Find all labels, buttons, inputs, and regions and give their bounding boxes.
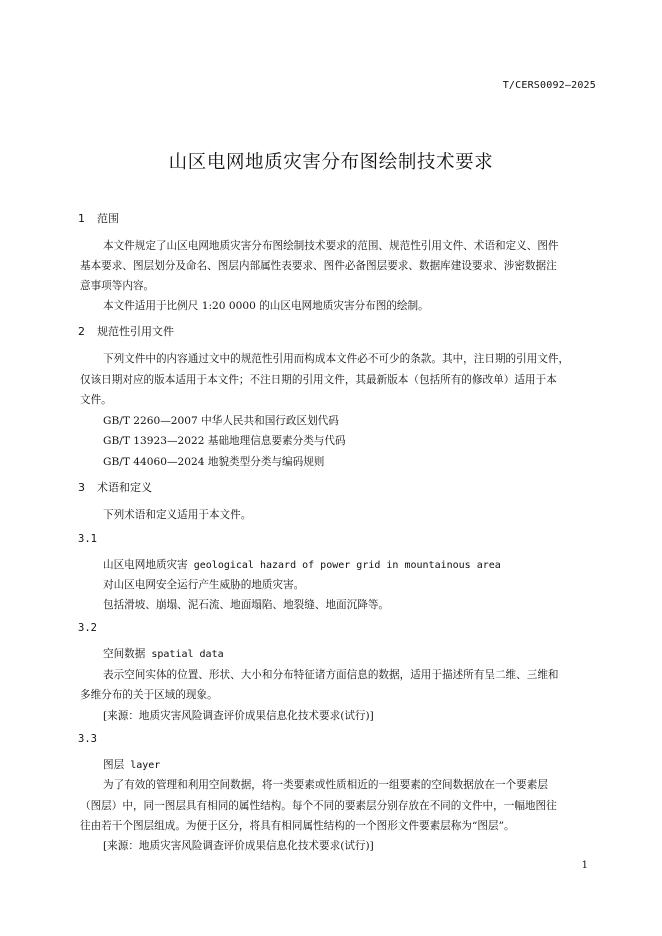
term-english: geological hazard of power grid in mountainous area — [193, 560, 501, 571]
term-definition: 为了有效的管理和利用空间数据，将一类要素或性质相近的一组要素的空间数据放在一个要素层 — [103, 779, 548, 791]
document-code: T/CERS0092—2025 — [502, 80, 596, 91]
term-heading — [103, 757, 160, 772]
document-title: 山区电网地质灾害分布图绘制技术要求 — [168, 152, 494, 173]
section-title: 范围 — [97, 212, 119, 225]
section-title: 术语和定义 — [97, 481, 152, 494]
term-english: spatial data — [151, 649, 224, 660]
term-note: 包括滑坡、崩塌、泥石流、地面塌陷、地裂缝、地面沉降等。 — [103, 599, 390, 611]
paragraph-line: 本文件规定了山区电网地质灾害分布图绘制技术要求的范围、规范性引用文件、术语和定义、图件 — [103, 240, 559, 252]
term-source: [来源：地质灾害风险调查评价成果信息化技术要求(试行)] — [103, 710, 374, 722]
term-definition: 往由若干个图层组成。为便于区分，将具有相同属性结构的一个图形文件要素层称为“图层”。 — [80, 820, 515, 832]
term-number: 3.1 — [78, 533, 97, 545]
section-1-heading — [78, 210, 119, 226]
section-2-heading — [78, 323, 174, 339]
paragraph-line: 下列文件中的内容通过文中的规范性引用而构成本文件必不可少的条款。其中，注日期的引用文件， — [103, 353, 570, 365]
page-number: 1 — [581, 860, 588, 871]
paragraph-line: 文件。 — [80, 394, 112, 406]
paragraph-line: 基本要求、图层划分及命名、图层内部属性表要求、图件必备图层要求、数据库建设要求、涉密数据注 — [80, 260, 557, 272]
paragraph-line: 本文件适用于比例尺 1:20 0000 的山区电网地质灾害分布图的绘制。 — [103, 300, 429, 312]
term-chinese: 山区电网地质灾害 — [103, 559, 188, 571]
section-title: 规范性引用文件 — [97, 325, 174, 338]
term-chinese: 空间数据 — [103, 648, 146, 660]
paragraph-line: 仅该日期对应的版本适用于本文件；不注日期的引用文件，其最新版本（包括所有的修改单）适用于本 — [80, 374, 557, 386]
section-number: 1 — [78, 212, 85, 225]
term-definition: 表示空间实体的位置、形状、大小和分布特征诸方面信息的数据，适用于描述所有呈二维、三维和 — [103, 669, 559, 681]
term-definition: 对山区电网安全运行产生威胁的地质灾害。 — [103, 579, 305, 591]
term-definition: （图层）中，同一图层具有相同的属性结构。每个不同的要素层分别存放在不同的文件中，一幅地图往 — [80, 800, 557, 812]
term-number: 3.2 — [78, 622, 97, 634]
term-source: [来源：地质灾害风险调查评价成果信息化技术要求(试行)] — [103, 840, 374, 852]
term-number: 3.3 — [78, 733, 97, 745]
term-heading — [103, 646, 224, 661]
reference-item: GB/T 2260—2007 中华人民共和国行政区划代码 — [103, 415, 339, 427]
term-chinese: 图层 — [103, 759, 125, 771]
section-number: 3 — [78, 481, 85, 494]
paragraph-line: 下列术语和定义适用于本文件。 — [103, 509, 252, 521]
reference-item: GB/T 13923—2022 基础地理信息要素分类与代码 — [103, 435, 346, 447]
term-heading — [103, 557, 501, 572]
section-number: 2 — [78, 325, 85, 338]
reference-item: GB/T 44060—2024 地貌类型分类与编码规则 — [103, 456, 325, 468]
section-3-heading — [78, 479, 152, 495]
paragraph-line: 意事项等内容。 — [80, 280, 155, 292]
term-definition: 多维分布的关于区域的现象。 — [80, 689, 218, 701]
term-english: layer — [130, 760, 161, 771]
